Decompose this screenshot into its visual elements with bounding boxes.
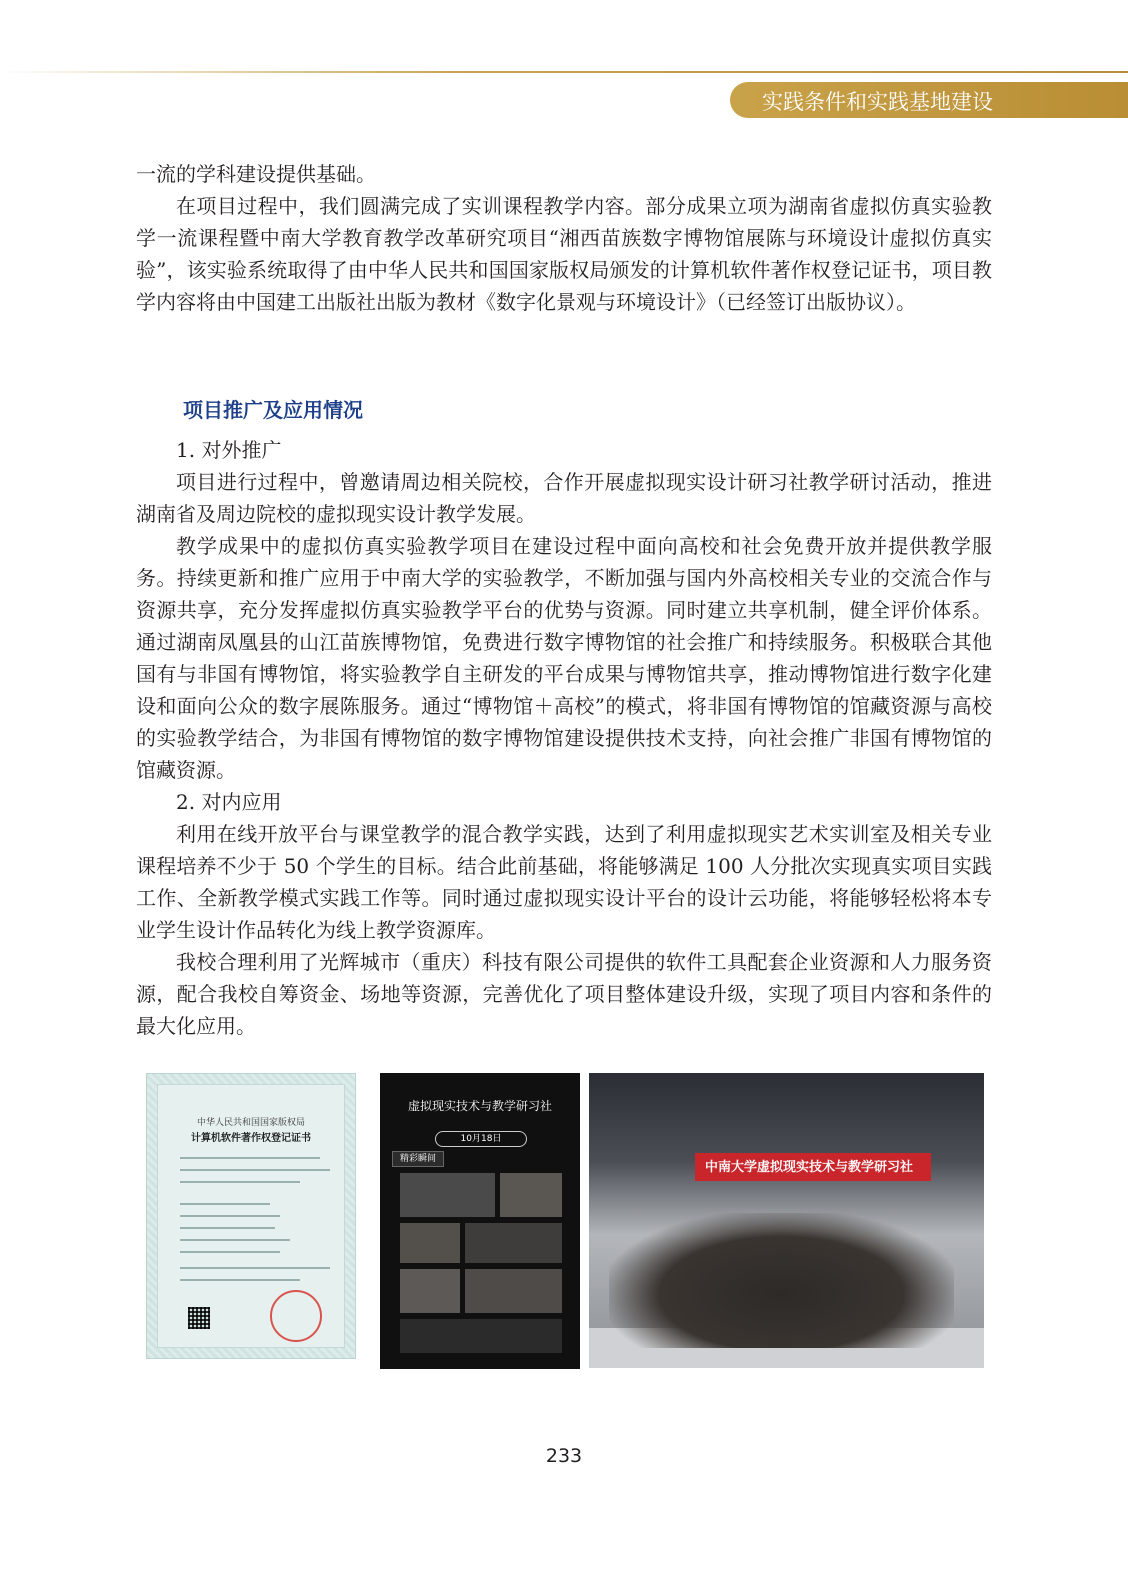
certificate-text-line <box>180 1215 280 1217</box>
banner-text: 中南大学虚拟现实技术与教学研习社 <box>705 1160 914 1175</box>
paragraph-results: 在项目过程中，我们圆满完成了实训课程教学内容。部分成果立项为湖南省虚拟仿真实验教学一流课程暨中南大学教育教学改革研究项目“湘西苗族数字博物馆展陈与环境设计虚拟仿真实验”，该实验系统取得了由中华人民共和国国家版权局颁发的计算机软件著作权登记证书，项目教学内容将由中国建工出版社出版为教材《数字化景观与环境设计》（已经签订出版协议）。 <box>136 194 992 314</box>
workshop-poster-image <box>380 1073 580 1369</box>
header-rule <box>0 71 1128 73</box>
subheading-external: 1. 对外推广 <box>176 438 282 462</box>
paragraph-external-1: 项目进行过程中，曾邀请周边相关院校，合作开展虚拟现实设计研习社教学研讨活动，推进湖南省及周边院校的虚拟现实设计教学发展。 <box>136 470 992 526</box>
group-of-people <box>609 1213 954 1348</box>
poster-footer <box>400 1319 562 1353</box>
paragraph-external-2: 教学成果中的虚拟仿真实验教学项目在建设过程中面向高校和社会免费开放并提供教学服务。持续更新和推广应用于中南大学的实验教学，不断加强与国内外高校相关专业的交流合作与资源共享，充分发挥虚拟仿真实验教学平台的优势与资源。同时建立共享机制，健全评价体系。通过湖南凤凰县的山江苗族博物馆，免费进行数字博物馆的社会推广和持续服务。积极联合其他国有与非国有博物馆，将实验教学自主研发的平台成果与博物馆共享，推动博物馆进行数字化建设和面向公众的数字展陈服务。通过“博物馆＋高校”的模式，将非国有博物馆的馆藏资源与高校的实验教学结合，为非国有博物馆的数字博物馆建设提供技术支持，向社会推广非国有博物馆的馆藏资源。 <box>136 534 992 782</box>
certificate-image <box>146 1073 356 1359</box>
subheading-internal: 2. 对内应用 <box>176 790 282 814</box>
poster-photo <box>400 1173 495 1217</box>
certificate-text-line <box>180 1267 330 1269</box>
poster-photo <box>465 1269 562 1313</box>
group-photo-image <box>589 1073 984 1368</box>
certificate-text-line <box>180 1157 320 1159</box>
text-block-top <box>136 158 992 318</box>
red-seal-icon <box>270 1290 322 1342</box>
certificate-text-line <box>180 1251 280 1253</box>
certificate-text-line <box>180 1279 300 1281</box>
certificate-title: 计算机软件著作权登记证书 <box>191 1133 311 1144</box>
certificate-text-line <box>180 1203 270 1205</box>
poster-photo <box>500 1173 562 1217</box>
certificate-text-line <box>180 1227 275 1229</box>
section-title: 实践条件和实践基地建设 <box>762 90 993 114</box>
poster-title: 虚拟现实技术与教学研习社 <box>407 1099 552 1113</box>
certificate-frame <box>157 1084 345 1348</box>
paragraph-internal-2: 我校合理利用了光辉城市（重庆）科技有限公司提供的软件工具配套企业资源和人力服务资源，配合我校自筹资金、场地等资源，完善优化了项目整体建设升级，实现了项目内容和条件的最大化应用。 <box>136 950 992 1038</box>
poster-tag: 精彩瞬间 <box>392 1151 444 1167</box>
page-number: 233 <box>545 1445 583 1467</box>
text-block-main <box>136 434 992 1042</box>
poster-photo <box>465 1223 562 1263</box>
poster-photo <box>400 1269 460 1313</box>
qr-code-icon <box>188 1307 210 1329</box>
section-heading: 项目推广及应用情况 <box>183 398 363 422</box>
certificate-text-line <box>180 1181 300 1183</box>
section-header-tab <box>730 82 1128 118</box>
certificate-issuer: 中华人民共和国国家版权局 <box>196 1118 305 1128</box>
certificate-text-line <box>180 1169 330 1171</box>
paragraph-continuation: 一流的学科建设提供基础。 <box>136 162 376 186</box>
poster-photo <box>400 1223 460 1263</box>
paragraph-internal-1: 利用在线开放平台与课堂教学的混合教学实践，达到了利用虚拟现实艺术实训室及相关专业课程培养不少于 50 个学生的目标。结合此前基础，将能够满足 100 人分批次实现真实项目实践工作、全新教学模式实践工作等。同时通过虚拟现实设计平台的设计云功能，将能够轻松将本专业学生设计作品转化为线上教学资源库。 <box>136 822 992 942</box>
event-banner <box>695 1153 931 1181</box>
certificate-text-line <box>180 1239 290 1241</box>
poster-date: 10月18日 <box>435 1131 527 1147</box>
